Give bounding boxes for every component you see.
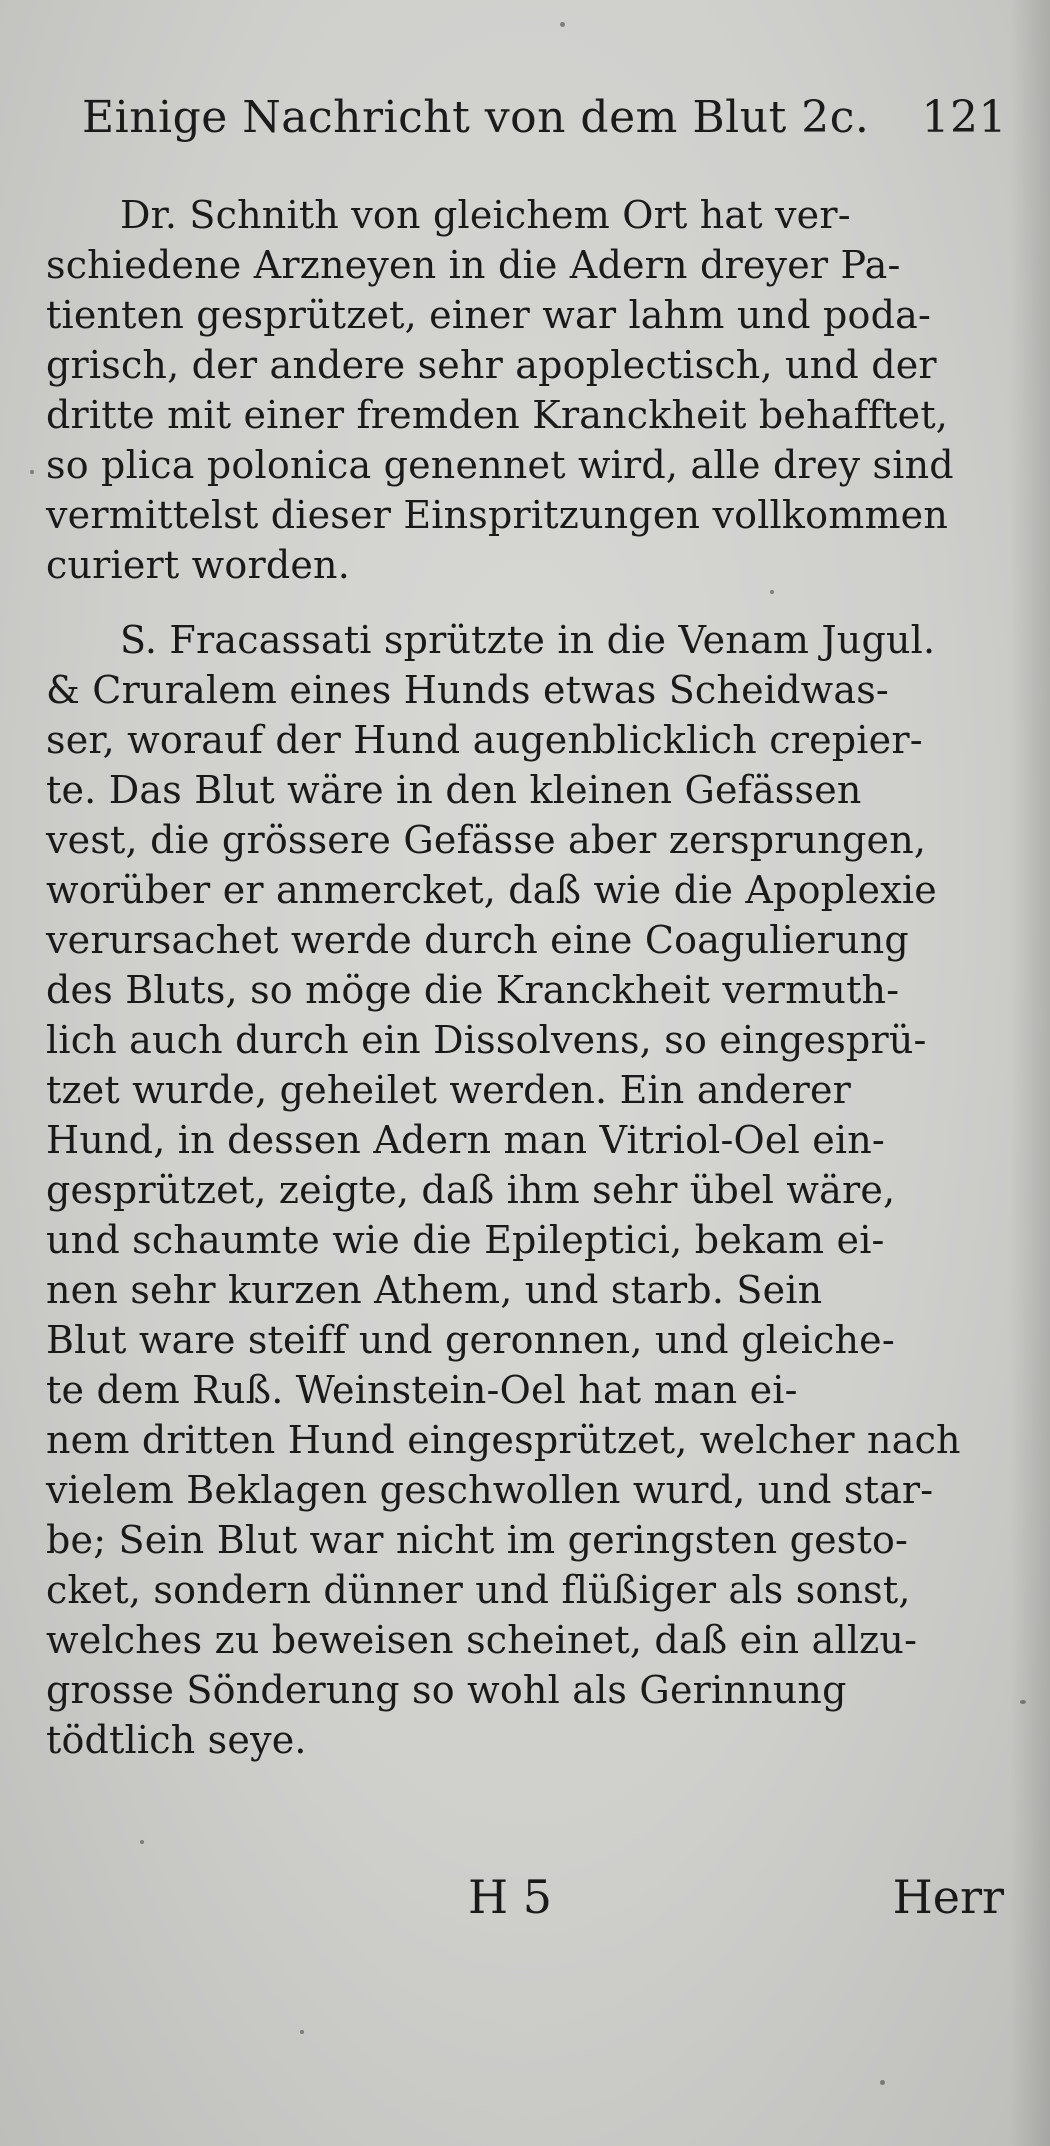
text-line: vielem Beklagen geschwollen wurd, und star- — [46, 1468, 934, 1512]
text-line: cket, sondern dünner und flüßiger als sonst, — [46, 1568, 911, 1612]
text-line: nen sehr kurzen Athem, und starb. Sein — [46, 1268, 823, 1312]
paper-speck — [30, 470, 34, 474]
text-line: S. Fracassati sprützte in die Venam Jugul. — [120, 618, 936, 662]
page-number: 121 — [921, 92, 1007, 143]
paper-speck — [300, 2030, 304, 2034]
text-line: curiert worden. — [46, 543, 351, 587]
signature-mark: H 5 — [468, 1870, 553, 1924]
text-line: grosse Sönderung so wohl als Gerinnung — [46, 1668, 847, 1712]
text-line: Hund, in dessen Adern man Vitriol-Oel ein- — [46, 1118, 885, 1162]
text-line: tienten gesprützet, einer war lahm und poda- — [46, 293, 932, 337]
text-line: so plica polonica genennet wird, alle drey sind — [46, 443, 954, 487]
running-header — [82, 92, 1007, 162]
text-line: Blut ware steiff und geronnen, und gleiche- — [46, 1318, 895, 1362]
text-line: te. Das Blut wäre in den kleinen Gefässen — [46, 768, 862, 812]
text-line: und schaumte wie die Epileptici, bekam ei- — [46, 1218, 885, 1262]
text-line: vest, die grössere Gefässe aber zersprungen, — [46, 818, 927, 862]
text-line: ser, worauf der Hund augenblicklich crepier- — [46, 718, 923, 762]
paper-speck — [1020, 1700, 1026, 1704]
text-line: schiedene Arzneyen in die Adern dreyer Pa- — [46, 243, 901, 287]
text-line: verursachet werde durch eine Coagulierung — [46, 918, 909, 962]
text-line: gesprützet, zeigte, daß ihm sehr übel wäre, — [46, 1168, 896, 1212]
text-line: tzet wurde, geheilet werden. Ein anderer — [46, 1068, 852, 1112]
paper-speck — [880, 2080, 885, 2085]
text-line: welches zu beweisen scheinet, daß ein allzu- — [46, 1618, 918, 1662]
catchword: Herr — [892, 1870, 1004, 1924]
text-line: Dr. Schnith von gleichem Ort hat ver- — [120, 193, 851, 237]
page-edge-shadow — [1010, 0, 1050, 2146]
running-title: Einige Nachricht von dem Blut 2c. — [82, 92, 870, 143]
text-line: te dem Ruß. Weinstein-Oel hat man ei- — [46, 1368, 798, 1412]
text-line: worüber er anmercket, daß wie die Apoplexie — [46, 868, 937, 912]
text-line: be; Sein Blut war nicht im geringsten gesto- — [46, 1518, 909, 1562]
text-line: vermittelst dieser Einspritzungen vollkommen — [46, 493, 949, 537]
text-line: nem dritten Hund eingesprützet, welcher nach — [46, 1418, 961, 1462]
paper-speck — [560, 22, 565, 27]
text-line: grisch, der andere sehr apoplectisch, und der — [46, 343, 937, 387]
text-line: dritte mit einer fremden Kranckheit behafftet, — [46, 393, 949, 437]
text-line: & Cruralem eines Hunds etwas Scheidwas- — [46, 668, 889, 712]
paper-speck — [770, 590, 774, 594]
text-line: tödtlich seye. — [46, 1718, 307, 1762]
text-line: des Bluts, so möge die Kranckheit vermuth- — [46, 968, 900, 1012]
paper-speck — [140, 1840, 144, 1844]
text-line: lich auch durch ein Dissolvens, so eingesprü- — [46, 1018, 927, 1062]
